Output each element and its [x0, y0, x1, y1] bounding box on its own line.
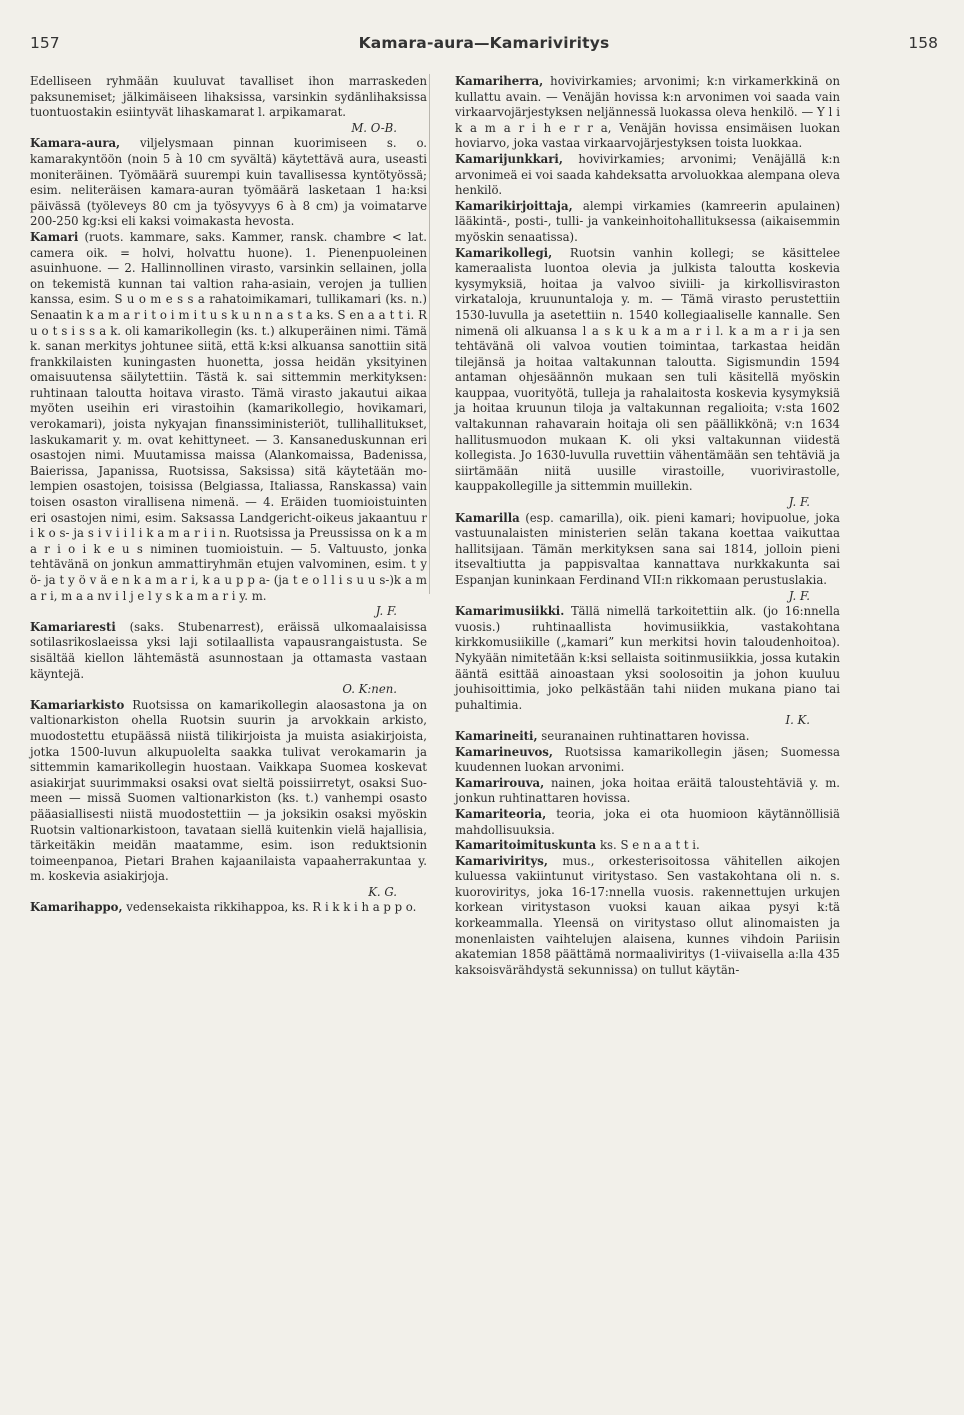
dictionary-entry — [455, 246, 840, 511]
entry-text: Ruotsin vanhin kollegi; se käsittelee kameraalista luontoa olevia ja julkista taloutta koskevia kysymyksiä, hoitaa ja valvoo siviili- ja kirkollisviraston virkataloja, kruununtaloja y. m. — Tämä virasto perustettiin 1530-luvulla ja asetettiin n. 1540 kollegiaaliselle kannalle. Sen nimenä oli alkuansa l a s k u k a m a r i l. k a m a r i ja sen tehtävänä oli valvoa voutien toimintaa, tarkastaa heidän tilejänsä ja hoitaa valtakunnan taloutta. Sigismundin 1594 antaman ohjesäännön mukaan sen tuli käsitellä myöskin kauppaa, vuorityötä, tulleja ja rahalaitosta koskevia kysymyksiä ja hoitaa kruunun tiloja ja valtakunnan regalioita; v:sta 1602 valtakunnan rahavarain hoitaja oli sen päällikkönä; v:n 1634 hallitusmuodon mukaan K. oli yksi valtakunnan viidestä kollegista. Jo 1630-luvulla ruvettiin vähentämään sen tehtäviä ja siirtämään niitä uusille virastoille, vuorivirastolle, kauppakollegille ja sittemmin muillekin. — [455, 245, 840, 494]
entry-headword: Kamara-aura, — [30, 136, 121, 151]
entry-text: (esp. camarilla), oik. pieni kamari; hovipuolue, joka vastuunalaisten ministerien selän takana koettaa vaikuttaa hallitsijaan. Tämän merkityksen sana sai 1814, jolloin pieni itsevaltiutta ja pappisvaltaa kannattava nurkkakunta sai Espanjan kuninkaan Ferdinand VII:n rikkomaan perustuslakia. — [455, 510, 841, 587]
dictionary-entry — [455, 511, 840, 605]
running-header — [30, 34, 938, 58]
entry-headword: Kamarineuvos, — [455, 744, 553, 759]
entry-text: Tällä nimellä tarkoitettiin alk. (jo 16:nnella vuosis.) ruhtinaallista hovimusiikkia, vastakohtana kirkkomusiikille („kamari” kun merkitsi hovin taloudenhoitoa). Nykyään nimitetään k:ksi sellaista soitinmusiikkia, jossa kutakin ääntä esittää ainoastaan yksi soolosoitin ja johon kuuluu jouhisoittimia, joko pelkästään tahi niiden mukana piano tai puhaltimia. — [455, 604, 840, 712]
author-signature: J. F. — [375, 604, 397, 619]
entry-text: seuranainen ruhtinattaren hovissa. — [541, 728, 750, 743]
entry-text: hovivirkamies; arvonimi; Venäjällä k:n arvonimeä ei voi saada kahdeksatta arvoluokkaa alempana oleva henkilö. — [455, 151, 840, 198]
page-number-left: 157 — [30, 34, 60, 52]
entry-text: (ruots. kammare, saks. Kammer, ransk. chambre < lat. camera oik. = holvi, holvattu huone). 1. Pienenpuoleinen asuinhuone. — 2. Hallinnollinen virasto, varsinkin sellainen, jolla on tekemistä kunnan tai valtion raha-asiain, verojen ja tullien kanssa, esim. S u o m e s s a rahatoimikamari, tullikamari (ks. n.) Senaatin k a m a r i t o i m i t u s k u n n a s t a ks. S en a a t t i. R u o t s i s s a k. oli kamarikollegin (ks. t.) alkuperäinen nimi. Tämä k. sanan merkitys johtunee siitä, että k:ksi alkuansa sanottiin sitä frankkilaisten kuningasten huonetta, jossa heidän yksityinen omaisuutensa säilytettiin. Tästä k. sai sittemmin merkityksen: ruhtinaan taloutta hoitava virasto. Tämä virasto jakautui aikaa myöten useihin eri virastoihin (kamarikollegio, hovikamari, verokamari), joista nykyajan finanssiministeriöt, tullihallitukset, laskukamarit y. m. ovat kehittyneet. — 3. Kansaneduskunnan eri osastojen nimi. Muutamissa maissa (Alankomaissa, Badenissa, Baierissa, Japanissa, Ruotsissa, Saksissa) sitä käytetään molempien osastojen, toisissa (Belgiassa, Italiassa, Ranskassa) vain toisen osaston virallisena nimenä. — 4. Eräiden tuomioistuinten eri osastojen nimi, esim. Saksassa Landgericht-oikeus jakaantuu r i k o s- ja s i v i i l i k a m a r i i n. Ruotsissa ja Preussissa on k a m a r i o i k e u s niminen tuomioistuin. — 5. Valtuusto, jonka tehtävänä on jonkun ammattiryhmän etujen valvominen, esim. t y ö- ja t y ö v ä e n k a m a r i, k a u p p a- (ja t e o l l i s u u s-)k a m a r i, m a a nv i l j e l y s k a m a r i y. m. — [30, 229, 427, 603]
entry-text: viljelysmaan pinnan kuorimiseen s. o. kamarakyntöön (noin 5 à 10 cm syvältä) käytettävä aura, useasti moniteräinen. Työmäärä suurempi kuin tavallisessa kyntötyössä; esim. neliteräisen kamara-auran työmäärä lasketaan 1 ha:ksi päivässä (työleveys 80 cm ja työsyvyys 6 à 8 cm) ja voimatarve 200-250 kg:ksi eli kaksi voimakasta hevosta. — [30, 136, 427, 229]
entry-headword: Kamarihappo, — [30, 900, 123, 915]
entry-headword: Kamariarkisto — [30, 697, 125, 712]
page-number-right: 158 — [908, 34, 938, 52]
entry-headword: Kamariherra, — [455, 74, 544, 88]
entry-text: mus., orkesterisoitossa vähitellen aikojen kuluessa vakiintunut viritystaso. Sen vastakohtana oli n. s. kuoroviritys, joka 16-17:nnella vuosis. rakennettujen urkujen korkean viritystason vuoksi kauan aikaa pysyi k:tä korkeammalla. Yleensä on viritystaso ollut alinomaisten ja monenlaisten vaihtelujen alaisena, kunnes vihdoin Pariisin akatemian 1858 päättämä normaaliviritys (1-viivaisella a:lla 435 kaksoisvärähdystä sekunnissa) on tullut käytän- — [455, 853, 840, 977]
entry-headword: Kamarijunkkari, — [455, 151, 563, 166]
dictionary-entry — [455, 604, 840, 729]
author-signature: I. K. — [785, 713, 810, 728]
left-column — [30, 74, 427, 916]
entry-text: hovivirkamies; arvonimi; k:n virkamerkkinä on kullattu avain. — Venäjän hovissa k:n arvonimen voi saada vain virkaarvojärjestyksen neljännessä luokassa oleva henkilö. — Y l i k a m a r i h e r r a, Venäjän hovissa ensimäisen luokan hoviarvo, joka vastaa virkaarvojärjestyksen toista luokkaa. — [455, 74, 840, 151]
entry-headword: Kamarimusiikki. — [455, 604, 565, 619]
entry-text: teoria, joka ei ota huomioon käytännöllisiä mahdollisuuksia. — [455, 806, 841, 837]
author-signature: J. F. — [788, 588, 810, 603]
dictionary-entry — [30, 620, 427, 698]
dictionary-entry — [30, 74, 427, 136]
entry-headword: Kamariaresti — [30, 619, 116, 634]
entry-text: ks. S e n a a t t i. — [599, 838, 700, 853]
entry-headword: Kamarikirjoittaja, — [455, 198, 573, 213]
dictionary-entry — [30, 698, 427, 901]
dictionary-entry — [455, 776, 840, 807]
dictionary-entry — [455, 152, 840, 199]
entry-text: (saks. Stubenarrest), eräissä ulkomaalaisissa sotilasrikoslaeissa yksi laji sotilaallista vapausrangaistusta. Se sisältää kiellon lähtemästä asunnostaan ja ottamasta vastaan käyntejä. — [30, 619, 427, 681]
dictionary-entry — [455, 807, 840, 838]
entry-headword: Kamaritoimituskunta — [455, 838, 597, 853]
dictionary-entry — [30, 900, 427, 916]
author-signature: K. G. — [368, 884, 397, 899]
dictionary-entry — [30, 230, 427, 620]
entry-text: nainen, joka hoitaa eräitä taloustehtäviä y. m. jonkun ruhtinattaren hovissa. — [455, 775, 840, 806]
right-column — [455, 74, 840, 978]
entry-text: Edelliseen ryhmään kuuluvat tavalliset ihon marraskeden paksunemiset; jälkimäiseen lihaksissa, varsinkin sydänlihaksissa tuontuostakin esiintyvät lihaskamarat l. arpikamarat. — [30, 74, 427, 120]
dictionary-entry — [455, 854, 840, 979]
entry-text: alempi virkamies (kamreerin apulainen) lääkintä-, posti-, tulli- ja vankeinhoitohallituksessa (aikaisemmin myöskin senaatissa). — [455, 198, 841, 244]
column-divider — [429, 74, 430, 594]
author-signature: J. F. — [788, 495, 810, 510]
author-signature: M. O-B. — [351, 120, 397, 135]
entry-headword: Kamarineiti, — [455, 728, 538, 743]
entry-text: Ruotsissa on kamarikollegin alaosastona ja on valtionarkiston ohella Ruotsin suurin ja arvokkain arkisto, muodostettu etupäässä niistä tilikirjoista ja muista asiakirjoista, jotka 1500-luvun alkupuolelta saakka tulivat verokamarin ja sittemmin kamarikollegin huostaan. Vaikkapa Suomea koskevat asiakirjat suurimmaksi osaksi ovat sieltä poissiirretyt, osaksi Suomeen — missä Suomen valtionarkiston (ks. t.) vanhempi osasto pääasiallisesti niistä muodostettiin — ja joksikin osaksi myöskin Ruotsin valtionarkistoon, tavataan siellä kuitenkin vielä hajallisia, tärkeitäkin meidän maatamme, esim. ison reduktsionin toimeenpanoa, Pietari Brahen kajaanilaista vapaaherrakuntaa y. m. koskevia asiakirjoja. — [30, 697, 427, 884]
entry-text: Ruotsissa kamarikollegin jäsen; Suomessa kuudennen luokan arvonimi. — [455, 744, 840, 775]
dictionary-entry — [455, 729, 840, 745]
dictionary-entry — [30, 136, 427, 230]
dictionary-entry — [455, 745, 840, 776]
entry-headword: Kamari — [30, 229, 79, 244]
entry-headword: Kamarilla — [455, 510, 520, 525]
entry-headword: Kamariteoria, — [455, 806, 547, 821]
dictionary-entry — [455, 838, 840, 854]
entry-headword: Kamariviritys, — [455, 853, 548, 868]
dictionary-entry — [455, 199, 840, 246]
entry-headword: Kamarikollegi, — [455, 245, 553, 260]
entry-headword: Kamarirouva, — [455, 775, 545, 790]
entry-text: vedensekaista rikkihappoa, ks. R i k k i h a p p o. — [126, 900, 417, 915]
dictionary-entry — [455, 74, 840, 152]
running-title: Kamara-aura—Kamariviritys — [358, 34, 610, 52]
author-signature: O. K:nen. — [342, 682, 397, 697]
